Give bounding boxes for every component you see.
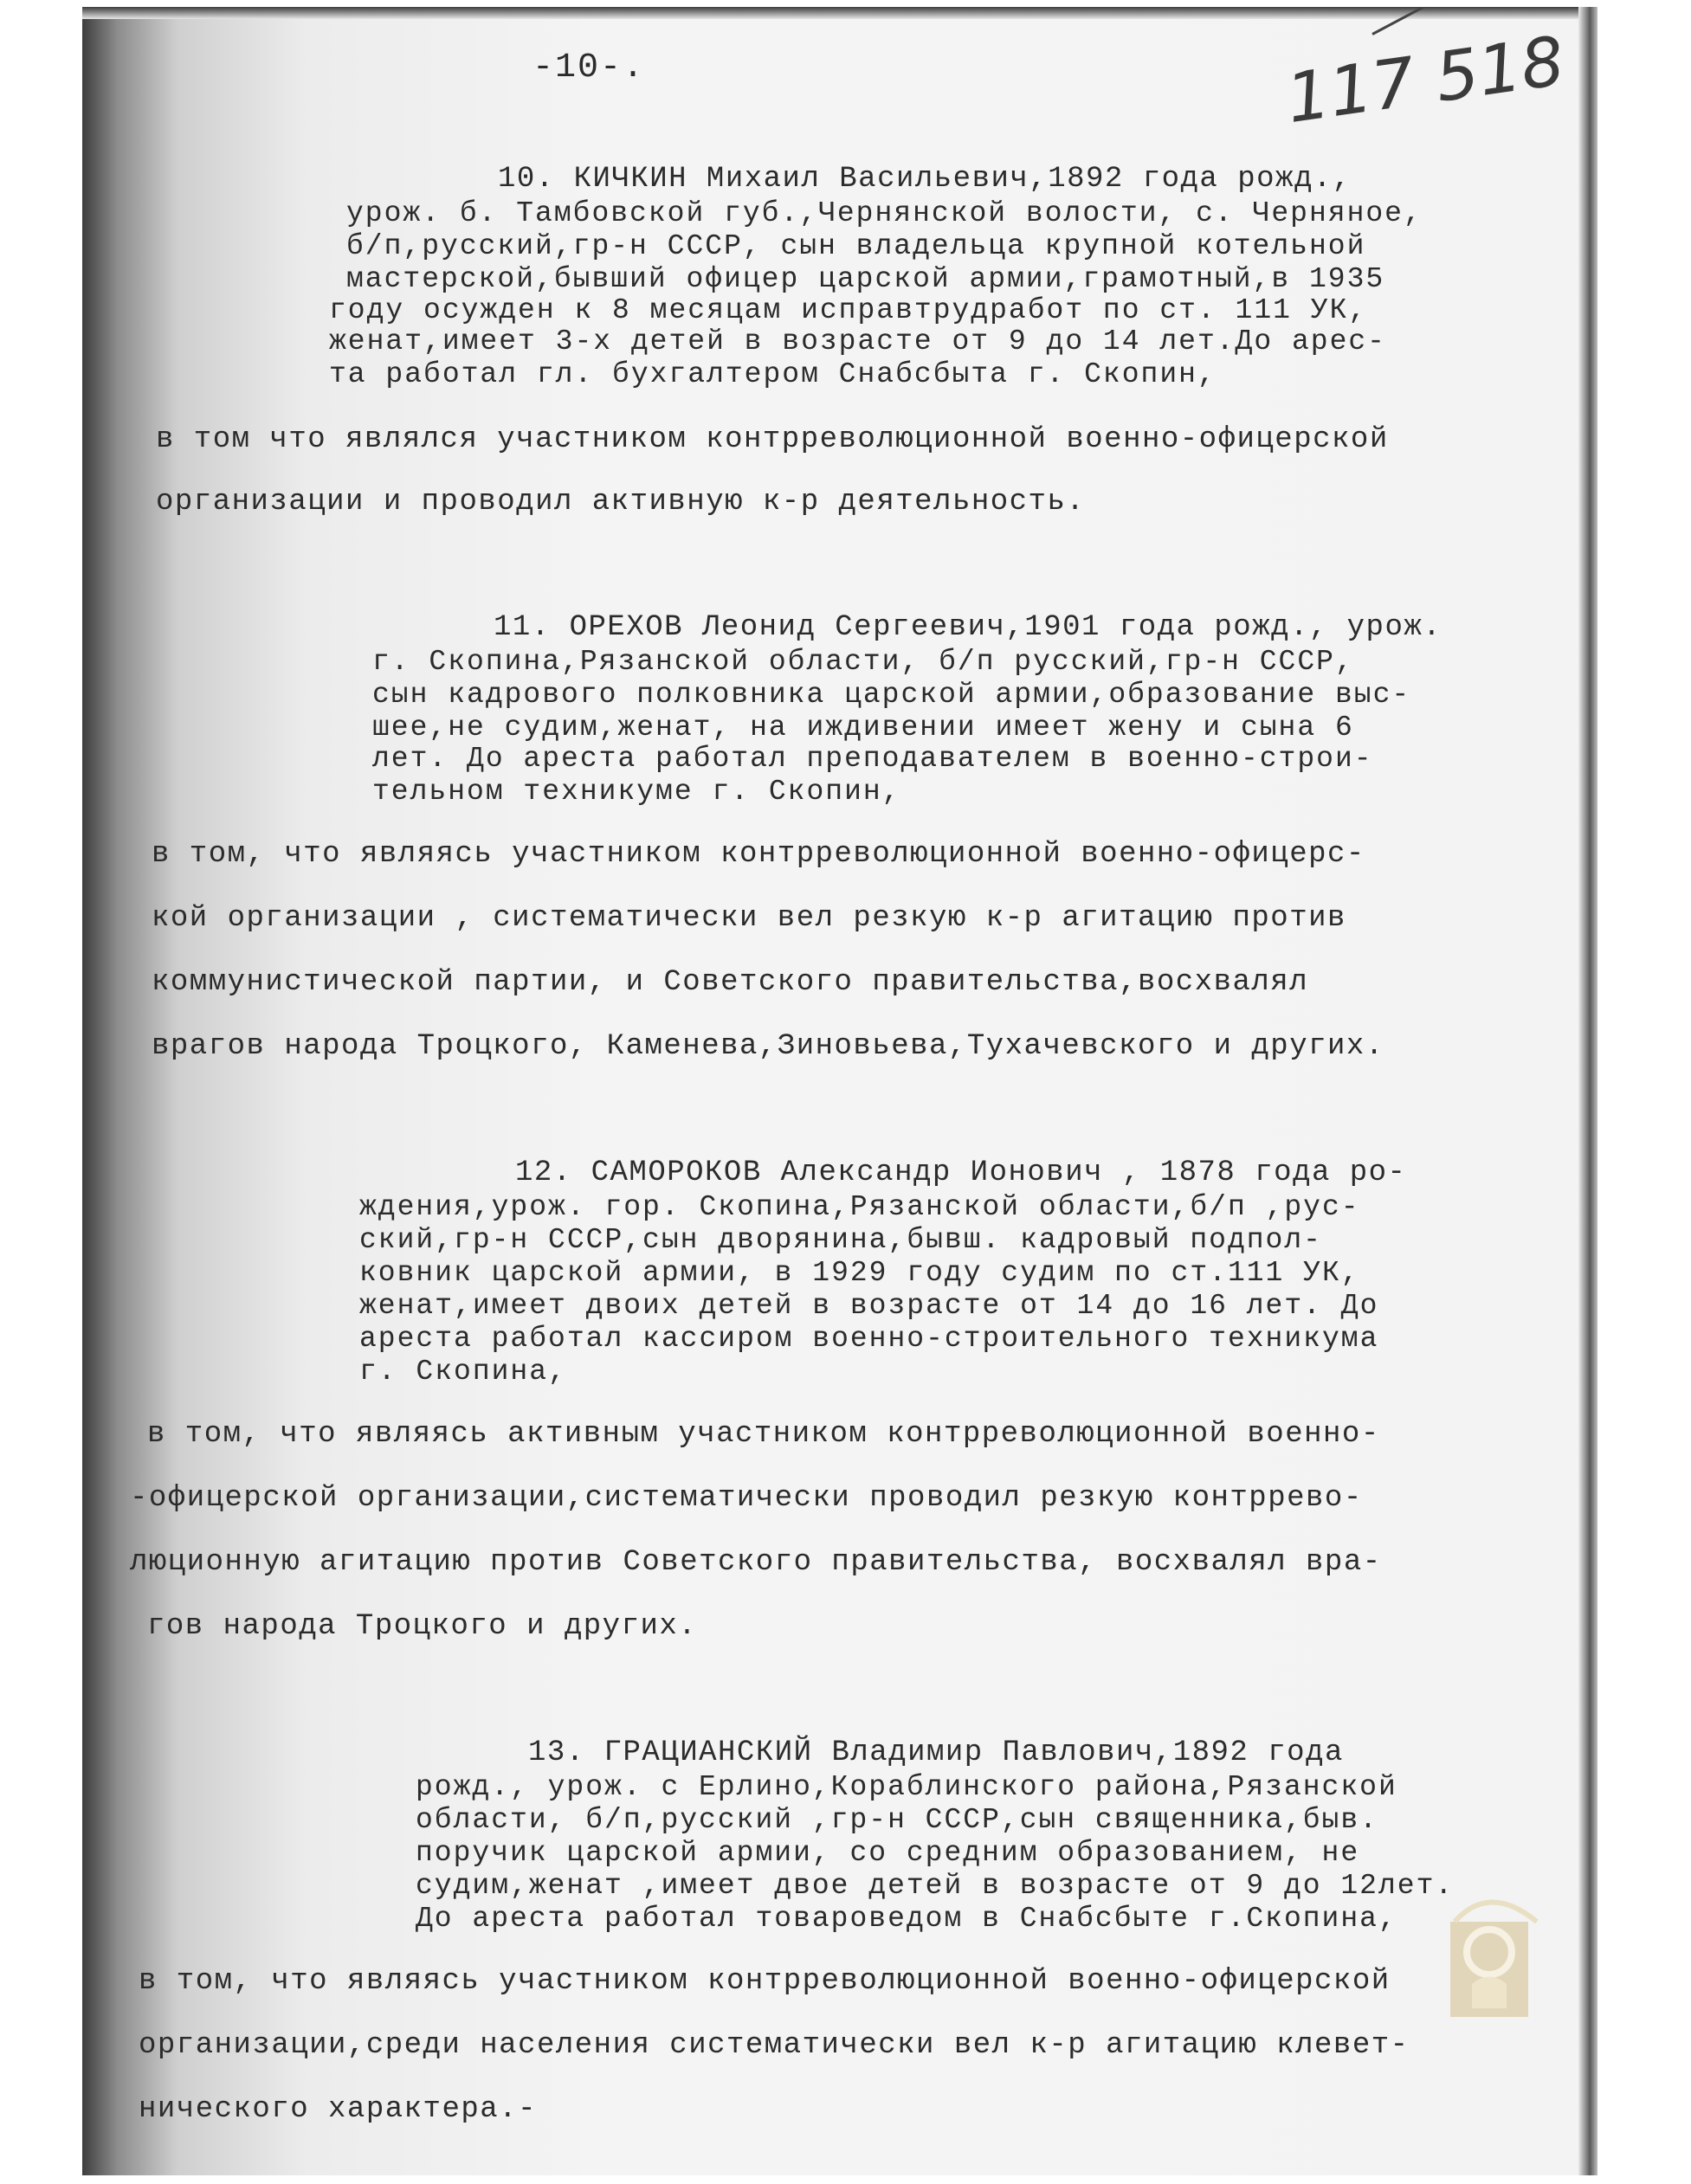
entry-charge-line: кой организации , систематически вел резкую к-р агитацию против (152, 902, 1346, 935)
entry-header-line: г. Скопина, (359, 1356, 567, 1388)
entry-header-line: 11. ОРЕХОВ Леонид Сергеевич,1901 года рожд., урож. (494, 611, 1443, 644)
entry-header-line: сын кадрового полковника царской армии,образование выс- (372, 679, 1411, 711)
entry-charge-line: в том, что являясь активным участником контрреволюционной военно- (147, 1418, 1380, 1451)
archive-watermark-icon (1420, 1887, 1559, 2026)
page-number: -10-. (532, 48, 646, 87)
entry-header-line: ждения,урож. гор. Скопина,Рязанской области,б/п ,рус- (359, 1191, 1360, 1223)
entry-header-line: мастерской,бывший офицер царской армии,грамотный,в 1935 (346, 263, 1385, 295)
entry-header-line: г. Скопина,Рязанской области, б/п русский,гр-н СССР, (372, 646, 1354, 678)
entry-header-line: ковник царской армии, в 1929 году судим по ст.111 УК, (359, 1257, 1360, 1289)
entry-header-line: рожд., урож. с Ерлино,Кораблинского района,Рязанской (416, 1771, 1397, 1803)
entry-header-line: году осужден к 8 месяцам исправтрудработ по ст. 111 УК, (329, 294, 1368, 326)
entry-charge-line: гов народа Троцкого и других. (147, 1610, 698, 1643)
entry-header-line: та работал гл. бухгалтером Снабсбыта г. Скопин, (329, 358, 1217, 390)
entry-header-line: судим,женат ,имеет двое детей в возрасте от 9 до 12лет. (416, 1870, 1455, 1902)
entry-header-line: лет. До ареста работал преподавателем в военно-строи- (372, 743, 1373, 775)
document-page (82, 7, 1597, 2175)
entry-charge-line: в том что являлся участником контрреволюционной военно-офицерской (156, 423, 1389, 456)
entry-charge-line: врагов народа Троцкого, Каменева,Зиновьева,Тухачевского и других. (152, 1030, 1384, 1063)
entry-header-line: ский,гр-н СССР,сын дворянина,бывш. кадровый подпол- (359, 1224, 1322, 1256)
entry-charge-line: коммунистической партии, и Советского правительства,восхвалял (152, 966, 1309, 999)
entry-header-line: области, б/п,русский ,гр-н СССР,сын священника,быв. (416, 1804, 1378, 1836)
entry-header-line: б/п,русский,гр-н СССР, сын владельца крупной котельной (346, 230, 1366, 262)
page-right-edge (1578, 7, 1597, 2175)
entry-header-line: тельном техникуме г. Скопин, (372, 776, 901, 808)
entry-charge-line: в том, что являясь участником контрреволюционной военно-офицерс- (152, 838, 1365, 871)
entry-header-line: 10. КИЧКИН Михаил Васильевич,1892 года рожд., (498, 163, 1352, 196)
entry-header-line: женат,имеет двоих детей в возрасте от 14 до 16 лет. До (359, 1290, 1379, 1322)
entry-charge-line: организации,среди населения систематически вел к-р агитацию клевет- (139, 2029, 1410, 2062)
handwritten-archive-number: 117 518 (1281, 22, 1570, 139)
entry-header-line: женат,имеет 3-х детей в возрасте от 9 до 14 лет.До арес- (329, 325, 1386, 358)
entry-header-line: 13. ГРАЦИАНСКИЙ Владимир Павлович,1892 года (528, 1736, 1344, 1769)
entry-header-line: До ареста работал товароведом в Снабсбыте г.Скопина, (416, 1903, 1397, 1935)
entry-charge-line: организации и проводил активную к-р деятельность. (156, 486, 1086, 519)
entry-header-line: поручик царской армии, со средним образованием, не (416, 1837, 1360, 1869)
entry-header-line: урож. б. Тамбовской губ.,Чернянской волости, с. Черняное, (346, 197, 1423, 229)
entry-header-line: шее,не судим,женат, на иждивении имеет жену и сына 6 (372, 712, 1354, 744)
entry-charge-line: в том, что являясь участником контрреволюционной военно-офицерской (139, 1965, 1391, 1998)
entry-charge-line: люционную агитацию против Советского правительства, восхвалял вра- (130, 1546, 1382, 1579)
entry-charge-line: нического характера.- (139, 2093, 537, 2126)
page-top-shadow (82, 7, 1597, 19)
entry-header-line: 12. САМОРОКОВ Александр Ионович , 1878 года ро- (515, 1156, 1407, 1189)
entry-charge-line: -офицерской организации,систематически проводил резкую контррево- (130, 1482, 1363, 1515)
entry-header-line: ареста работал кассиром военно-строительного техникума (359, 1323, 1379, 1355)
